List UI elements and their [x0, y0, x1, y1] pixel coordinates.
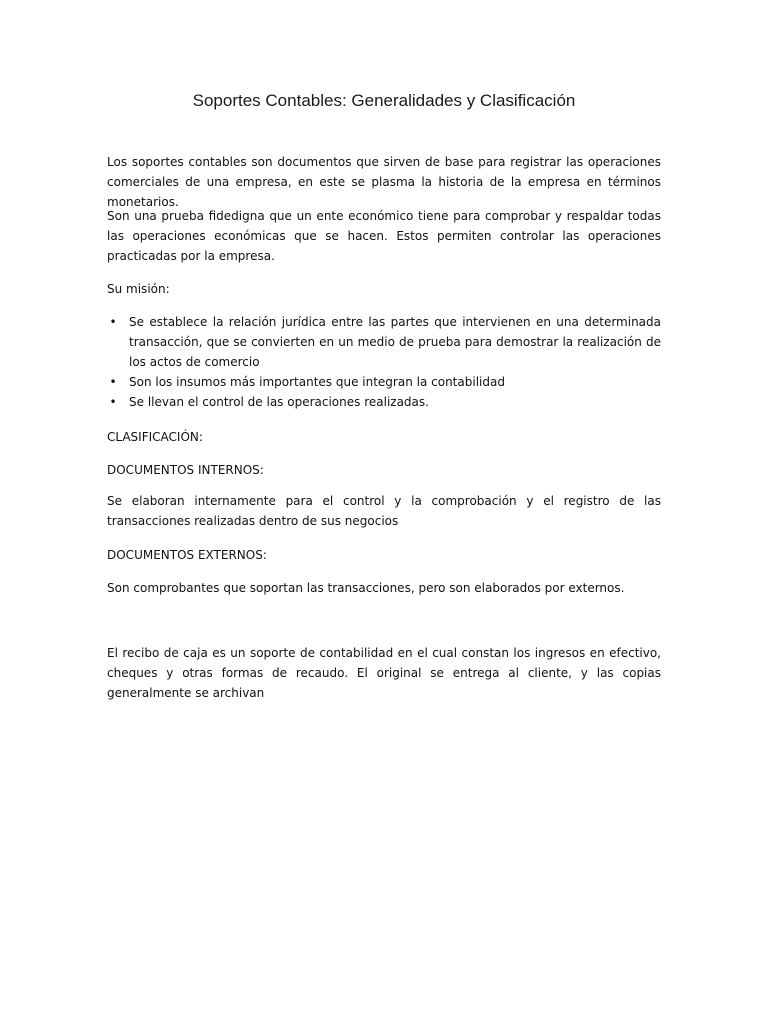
bullet-text: Se llevan el control de las operaciones realizadas.: [129, 395, 429, 409]
list-item: [107, 372, 661, 392]
document-title: Soportes Contables: Generalidades y Clasificación: [192, 91, 576, 110]
list-item: [107, 312, 661, 372]
internos-paragraph: Se elaboran internamente para el control y la comprobación y el registro de las transacciones realizadas dentro de sus negocios: [107, 494, 661, 528]
bullet-text: Se establece la relación jurídica entre las partes que intervienen en una determinada transacción, que se convierten en un medio de prueba para demostrar la realización de los actos de comercio: [129, 315, 661, 369]
evidence-paragraph: Son una prueba fidedigna que un ente económico tiene para comprobar y respaldar todas las operaciones económicas que se hacen. Estos permiten controlar las operaciones practicadas por la empresa.: [107, 209, 661, 263]
bullet-icon: •: [109, 395, 117, 409]
bullet-icon: •: [109, 375, 117, 389]
mision-label: Su misión:: [107, 282, 170, 296]
mision-bullet-list: [107, 312, 661, 412]
list-item: [107, 392, 661, 412]
bullet-icon: •: [109, 315, 117, 329]
externos-heading: DOCUMENTOS EXTERNOS:: [107, 548, 267, 562]
clasificacion-heading: CLASIFICACIÓN:: [107, 430, 203, 444]
recibo-paragraph: El recibo de caja es un soporte de contabilidad en el cual constan los ingresos en efectivo, cheques y otras formas de recaudo. El original se entrega al cliente, y las copias generalmente se archivan: [107, 646, 661, 700]
intro-paragraph: Los soportes contables son documentos que sirven de base para registrar las operaciones comerciales de una empresa, en este se plasma la historia de la empresa en términos monetarios.: [107, 155, 661, 209]
externos-paragraph: Son comprobantes que soportan las transacciones, pero son elaborados por externos.: [107, 581, 625, 595]
bullet-text: Son los insumos más importantes que integran la contabilidad: [129, 375, 505, 389]
internos-heading: DOCUMENTOS INTERNOS:: [107, 463, 264, 477]
